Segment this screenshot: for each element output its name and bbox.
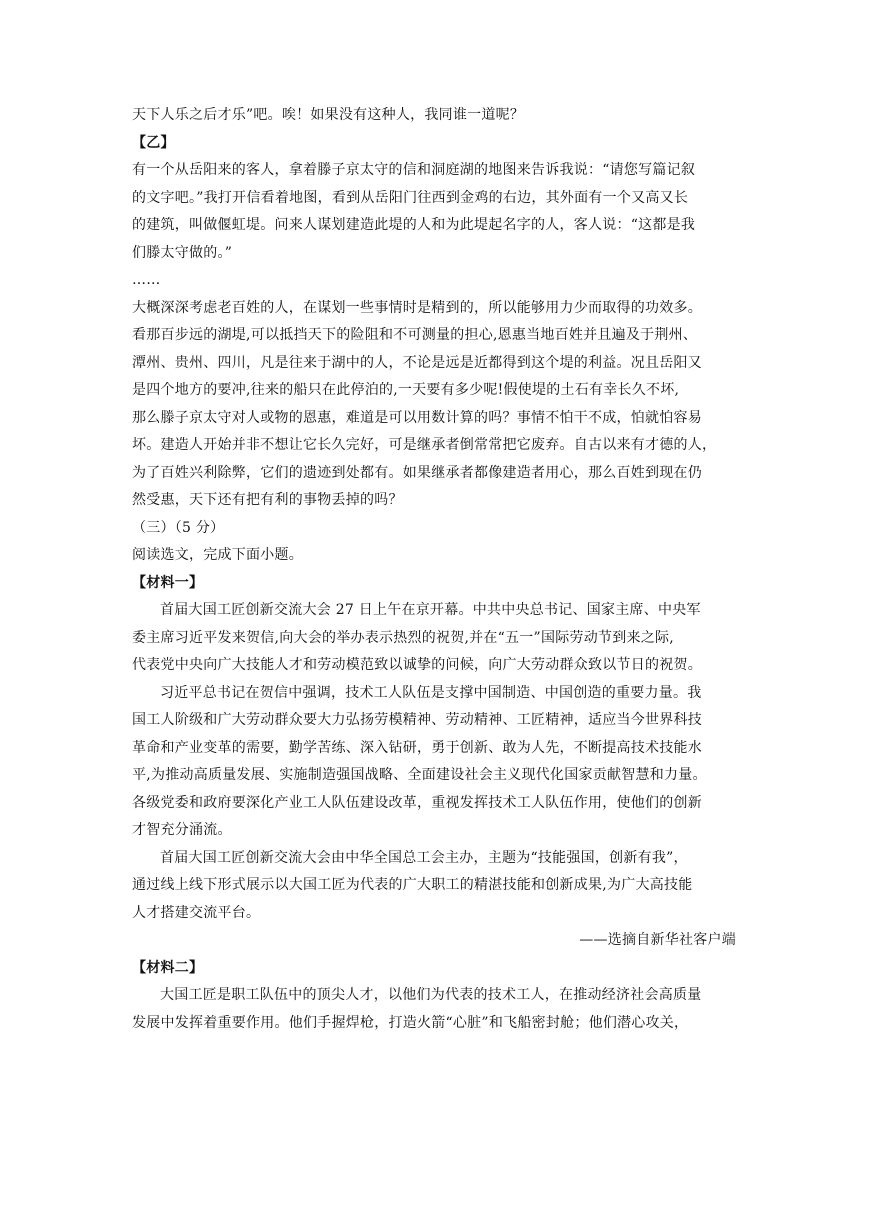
text-line: 的文字吧。”我打开信看着地图，看到从岳阳门往西到金鸡的右边，其外面有一个又高又长 [132,189,689,206]
material-one-heading: 【材料一】 [132,574,204,591]
text-line: 潭州、贵州、四川，凡是往来于湖中的人，不论是远是近都得到这个堤的利益。况且岳阳又 [132,354,702,371]
text-line: 们滕太守做的。” [132,244,233,261]
text-line: 国工人阶级和广大劳动群众要大力弘扬劳模精神、劳动精神、工匠精神，适应当今世界科技 [132,712,702,728]
material-one-paragraph-1 [132,597,738,680]
text-line: 大概深深考虑老百姓的人，在谋划一些事情时是精到的，所以能够用力少而取得的功效多。 [132,299,702,316]
section-yi-paragraph-2 [132,295,738,515]
text-line: 才智充分涌流。 [132,822,232,838]
document-page [132,102,738,1037]
text-line: 有一个从岳阳来的客人，拿着滕子京太守的信和洞庭湖的地图来告诉我说：“请您写篇记叙 [132,162,696,178]
text-line: 为了百姓兴利除弊，它们的遗迹到处都有。如果继承者都像建造者用心，那么百姓到现在仍 [132,464,702,481]
text-line: 通过线上线下形式展示以大国工匠为代表的广大职工的精湛技能和创新成果,为广大高技能 [132,877,693,893]
text-line: 首届大国工匠创新交流大会 27 日上午在京开幕。中共中央总书记、国家主席、中央军 [160,602,701,618]
section-three-instruction: 阅读选文，完成下面小题。 [132,547,303,563]
text-line: 发展中发挥着重要作用。他们手握焊枪，打造火箭“心脏”和飞船密封舱；他们潜心攻关， [132,1014,689,1031]
text-line: 是四个地方的要冲,往来的船只在此停泊的,一天要有多少呢!假使堤的土石有幸长久不坏, [132,382,680,398]
text-line: 革命和产业变革的需要，勤学苦练、深入钻研，勇于创新、敢为人先，不断提高技术技能水 [132,739,702,756]
text-line: 坏。建造人开始并非不想让它长久完好，可是继承者倒常常把它废弃。自古以来有才德的人， [132,437,717,453]
text-line: 委主席习近平发来贺信,向大会的举办表示热烈的祝贺,并在“五一”国际劳动节到来之际, [132,629,674,646]
ellipsis: …… [132,272,161,288]
material-one-source: ——选摘自新华社客户端 [579,932,736,948]
text-line: 各级党委和政府要深化产业工人队伍建设改革，重视发挥技术工人队伍作用，使他们的创新 [132,794,702,811]
section-three-label: （三）（5 分） [132,519,225,536]
text-line: 代表党中央向广大技能人才和劳动模范致以诚挚的问候，向广大劳动群众致以节日的祝贺。 [132,657,702,673]
text-line: 大国工匠是职工队伍中的顶尖人才，以他们为代表的技术工人，在推动经济社会高质量 [160,987,702,1003]
text-line: 首届大国工匠创新交流大会由中华全国总工会主办，主题为“技能强国，创新有我”， [160,849,688,866]
material-one-paragraph-3 [132,845,738,928]
continuation-line: 天下人乐之后才乐”吧。唉！如果没有这种人，我同谁一道呢？ [132,107,525,123]
text-line: 习近平总书记在贺信中强调，技术工人队伍是支撑中国制造、中国创造的重要力量。我 [160,684,702,701]
material-two-heading: 【材料二】 [132,959,204,976]
material-one-paragraph-2 [132,680,738,845]
section-yi-heading: 【乙】 [132,134,175,151]
text-line: 平,为推动高质量发展、实施制造强国战略、全面建设社会主义现代化国家贡献智慧和力量。 [132,767,707,783]
text-line: 看那百步远的湖堤,可以抵挡天下的险阻和不可测量的担心,恩惠当地百姓并且遍及于荆州、 [132,327,698,343]
text-line: 人才搭建交流平台。 [132,904,261,921]
section-yi-paragraph-1 [132,157,738,267]
text-line: 然受惠，天下还有把有利的事物丢掉的吗？ [132,492,403,508]
text-line: 那么滕子京太守对人或物的恩惠，难道是可以用数计算的吗？事情不怕干不成，怕就怕容易 [132,409,702,426]
text-line: 的建筑，叫做偃虹堤。问来人谋划建造此堤的人和为此堤起名字的人，客人说：“这都是我 [132,217,696,233]
material-two-paragraph-1 [132,982,738,1037]
